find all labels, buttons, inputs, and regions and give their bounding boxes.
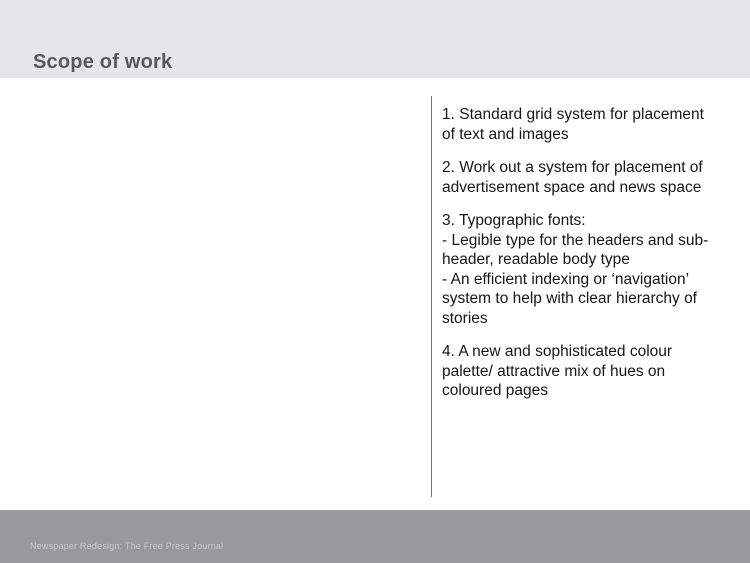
scope-item-line: coloured pages [442,382,548,399]
scope-item-line: header, readable body type [442,251,630,268]
footer-label: Newspaper Redesign: The Free Press Journal [30,541,224,551]
scope-list [442,105,742,401]
slide-header [0,0,750,78]
scope-item-line: - An efficient indexing or ‘navigation’ [442,270,690,288]
scope-item-line: 3. Typographic fonts: [442,212,586,229]
scope-item-2 [442,158,742,197]
scope-item-line: advertisement space and news space [442,178,702,196]
scope-item-line: 1. Standard grid system for placement [442,106,704,123]
page-title: Scope of work [33,51,173,73]
scope-item-3 [442,211,742,328]
vertical-divider [431,96,432,497]
scope-item-line: system to help with clear hierarchy of [442,290,697,307]
scope-item-1 [442,105,742,144]
scope-item-line: - Legible type for the headers and sub- [442,231,709,249]
scope-item-line: of text and images [442,125,569,143]
scope-item-4 [442,342,742,401]
scope-item-line: stories [442,309,488,327]
scope-item-line: 4. A new and sophisticated colour [442,343,673,360]
scope-item-line: 2. Work out a system for placement of [442,159,703,176]
slide-footer [0,510,750,563]
scope-item-line: palette/ attractive mix of hues on [442,362,666,380]
